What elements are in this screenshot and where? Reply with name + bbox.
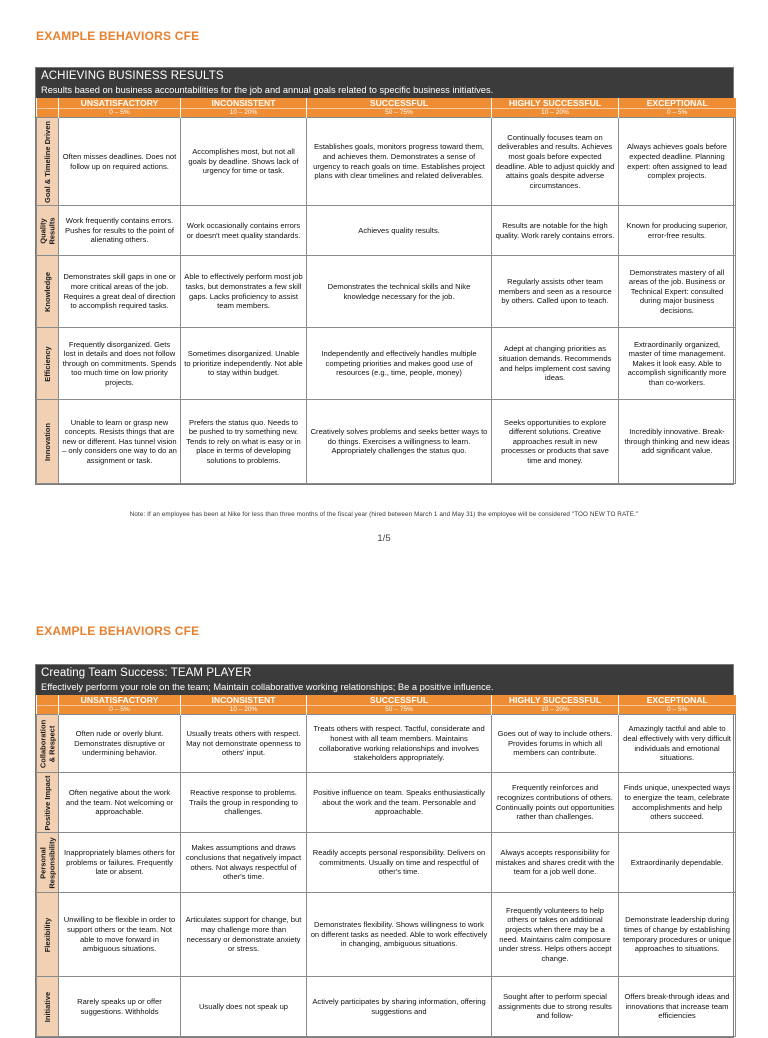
table-cell: Achieves quality results. [307,206,492,256]
row-category-label: Knowledge [42,271,52,312]
range-corner [37,706,59,715]
table-cell: Always accepts responsibility for mistakes and shares credit with the team for a job well done. [492,833,619,893]
table-cell: Actively participates by sharing information, offering suggestions and [307,977,492,1037]
page-heading: EXAMPLE BEHAVIORS CFE [36,624,200,638]
range-label: 10 – 20% [181,109,307,118]
table-cell: Usually does not speak up [181,977,307,1037]
row-category-label: Innovation [42,422,52,461]
table-cell: Readily accepts personal responsibility. Delivers on commitments. Usually on time and respectful of other's time. [307,833,492,893]
row-category [37,400,59,484]
table-cell: Unwilling to be flexible in order to support others or the team. Not able to move forward in ambiguous situations. [59,893,181,977]
table-cell: Amazingly tactful and able to deal effectively with very difficult individuals and emotional situations. [619,715,736,773]
table-cell: Accomplishes most, but not all goals by deadline. Shows lack of urgency for time or task. [181,118,307,206]
table-cell: Positive influence on team. Speaks enthusiastically about the work and the team. Personable and approachable. [307,773,492,833]
table-cell: Usually treats others with respect. May not demonstrate openness to others' input. [181,715,307,773]
table-cell: Finds unique, unexpected ways to energize the team, celebrate accomplishments and help others succeed. [619,773,736,833]
table-cell: Adept at changing priorities as situation demands. Recommends and helps implement cost saving ideas. [492,328,619,400]
table-cell: Demonstrates flexibility. Shows willingness to work on different tasks as needed. Able to work effectively in changing, ambiguous situations. [307,893,492,977]
section-header [36,665,733,695]
table-row [37,715,736,773]
column-header: UNSATISFACTORY [59,695,181,706]
table-row [37,328,736,400]
rubric-table [36,98,736,484]
row-category-label: Flexibility [42,917,52,952]
footnote: Note: If an employee has been at Nike for less than three months of the fiscal year (hired between March 1 and May 31) the employee will be considered "TOO NEW TO RATE." [129,511,639,518]
table-cell: Always achieves goals before expected deadline. Planning expert: often assigned to lead complex projects. [619,118,736,206]
table-cell: Extraordinarily dependable. [619,833,736,893]
table-row [37,206,736,256]
table-cell: Sometimes disorganized. Unable to prioritize independently. Not able to stay within budget. [181,328,307,400]
table-cell: Known for producing superior, error-free results. [619,206,736,256]
table-row [37,773,736,833]
row-category [37,893,59,977]
row-category [37,206,59,256]
range-label: 0 – 5% [59,109,181,118]
table-cell: Frequently disorganized. Gets lost in details and does not follow through on commitments. Spends too much time on low priority projects. [59,328,181,400]
header-corner [37,98,59,109]
row-category-label: Quality Results [38,216,56,245]
row-category-label: Personal Responsibility [38,836,56,889]
table-cell: Extraordinarily organized, master of time management. Makes it look easy. Able to accomplish significantly more than co-workers. [619,328,736,400]
table-cell: Demonstrates skill gaps in one or more critical areas of the job. Requires a great deal of direction to accomplish required tasks. [59,256,181,328]
range-label: 0 – 5% [59,706,181,715]
section-subtitle: Effectively perform your role on the team; Maintain collaborative working relationships; Be a positive influence. [41,682,494,692]
table-cell: Establishes goals, monitors progress toward them, and achieves them. Demonstrates a sense of urgency to reach goals on time. Establishes project plans with clear timelines and related deliverables. [307,118,492,206]
table-cell: Goes out of way to include others. Provides forums in which all members can contribute. [492,715,619,773]
column-header: SUCCESSFUL [307,695,492,706]
row-category [37,773,59,833]
range-row [37,706,736,715]
section-title: ACHIEVING BUSINESS RESULTS [41,70,224,82]
range-label: 0 – 5% [619,109,736,118]
table-cell: Sought after to perform special assignments due to strong results and follow- [492,977,619,1037]
column-header: INCONSISTENT [181,98,307,109]
range-label: 50 – 75% [307,706,492,715]
row-category-label: Goal & Timeline Driven [42,120,52,203]
rubric-table [36,695,736,1037]
table-row [37,893,736,977]
range-label: 50 – 75% [307,109,492,118]
table-cell: Able to effectively perform most job tasks, but demonstrates a few skill gaps. Lacks proficiency to assist team members. [181,256,307,328]
range-corner [37,109,59,118]
rating-header-row [37,695,736,706]
section-title: Creating Team Success: TEAM PLAYER [41,667,252,679]
row-category [37,328,59,400]
table-cell: Work frequently contains errors. Pushes for results to the point of alienating others. [59,206,181,256]
table-row [37,400,736,484]
column-header: EXCEPTIONAL [619,695,736,706]
table-cell: Continually focuses team on deliverables and results. Achieves most goals before expected deadline. Able to adjust quickly and attains goals despite adverse circumstances. [492,118,619,206]
range-label: 10 – 20% [492,706,619,715]
section-header [36,68,733,98]
row-category-label: Collaboration & Respect [38,719,56,768]
table-cell: Incredibly innovative. Break-through thinking and new ideas add significant value. [619,400,736,484]
table-cell: Independently and effectively handles multiple competing priorities and makes good use of resources (e.g., time, people, money) [307,328,492,400]
table-row [37,833,736,893]
row-category-label: Initiative [42,991,52,1022]
column-header: HIGHLY SUCCESSFUL [492,98,619,109]
table-cell: Offers break-through ideas and innovations that increase team efficiencies [619,977,736,1037]
table-cell: Demonstrates mastery of all areas of the job. Business or Technical Expert: consulted during major business decisions. [619,256,736,328]
row-category-label: Efficiency [42,345,52,382]
table-cell: Articulates support for change, but may challenge more than necessary or demonstrate anxiety or stress. [181,893,307,977]
table-cell: Inappropriately blames others for problems or failures. Frequently late or absent. [59,833,181,893]
rating-header-row [37,98,736,109]
column-header: EXCEPTIONAL [619,98,736,109]
table-cell: Reactive response to problems. Trails the group in responding to challenges. [181,773,307,833]
page-number: 1/5 [377,533,391,544]
page-heading: EXAMPLE BEHAVIORS CFE [36,29,200,43]
table-cell: Often negative about the work and the team. Not welcoming or approachable. [59,773,181,833]
row-category [37,977,59,1037]
header-corner [37,695,59,706]
range-row [37,109,736,118]
table-cell: Unable to learn or grasp new concepts. Resists things that are new or different. Has tunnel vision – only considers one way to do an assignment or task. [59,400,181,484]
table-cell: Makes assumptions and draws conclusions that negatively impact others. Not always respectful of other's time. [181,833,307,893]
column-header: SUCCESSFUL [307,98,492,109]
column-header: HIGHLY SUCCESSFUL [492,695,619,706]
table-cell: Work occasionally contains errors or doesn't meet quality standards. [181,206,307,256]
table-cell: Frequently volunteers to help others or takes on additional projects when there may be a need. Maintains calm composure under stress. Helps others accept change. [492,893,619,977]
row-category [37,715,59,773]
section-subtitle: Results based on business accountabilities for the job and annual goals related to specific business initiatives. [41,85,494,95]
table-row [37,118,736,206]
table-cell: Regularly assists other team members and seen as a resource by others. Called upon to teach. [492,256,619,328]
range-label: 0 – 5% [619,706,736,715]
row-category-label: Positive Impact [42,774,52,831]
table-cell: Treats others with respect. Tactful, considerate and honest with all team members. Maintains collaborative working relationships and involves stakeholders appropriately. [307,715,492,773]
range-label: 10 – 20% [492,109,619,118]
table-cell: Frequently reinforces and recognizes contributions of others. Continually points out opportunities rather than challenges. [492,773,619,833]
table-cell: Often rude or overly blunt. Demonstrates disruptive or undermining behavior. [59,715,181,773]
table-cell: Demonstrate leadership during times of change by establishing temporary procedures or unique approaches to situations. [619,893,736,977]
row-category [37,118,59,206]
column-header: UNSATISFACTORY [59,98,181,109]
table-cell: Demonstrates the technical skills and Nike knowledge necessary for the job. [307,256,492,328]
table-cell: Seeks opportunities to explore different solutions. Creative approaches result in new processes or products that save time and money. [492,400,619,484]
rubric-achieving-business-results [35,67,734,485]
table-cell: Prefers the status quo. Needs to be pushed to try something new. Tends to rely on what is easy or in place in terms of developing solutions to problems. [181,400,307,484]
table-cell: Often misses deadlines. Does not follow up on required actions. [59,118,181,206]
table-row [37,256,736,328]
row-category [37,256,59,328]
table-cell: Rarely speaks up or offer suggestions. Withholds [59,977,181,1037]
column-header: INCONSISTENT [181,695,307,706]
range-label: 10 – 20% [181,706,307,715]
table-cell: Creatively solves problems and seeks better ways to do things. Exercises a willingness to learn. Appropriately challenges the status quo. [307,400,492,484]
rubric-team-player [35,664,734,1038]
table-row [37,977,736,1037]
row-category [37,833,59,893]
table-cell: Results are notable for the high quality. Work rarely contains errors. [492,206,619,256]
